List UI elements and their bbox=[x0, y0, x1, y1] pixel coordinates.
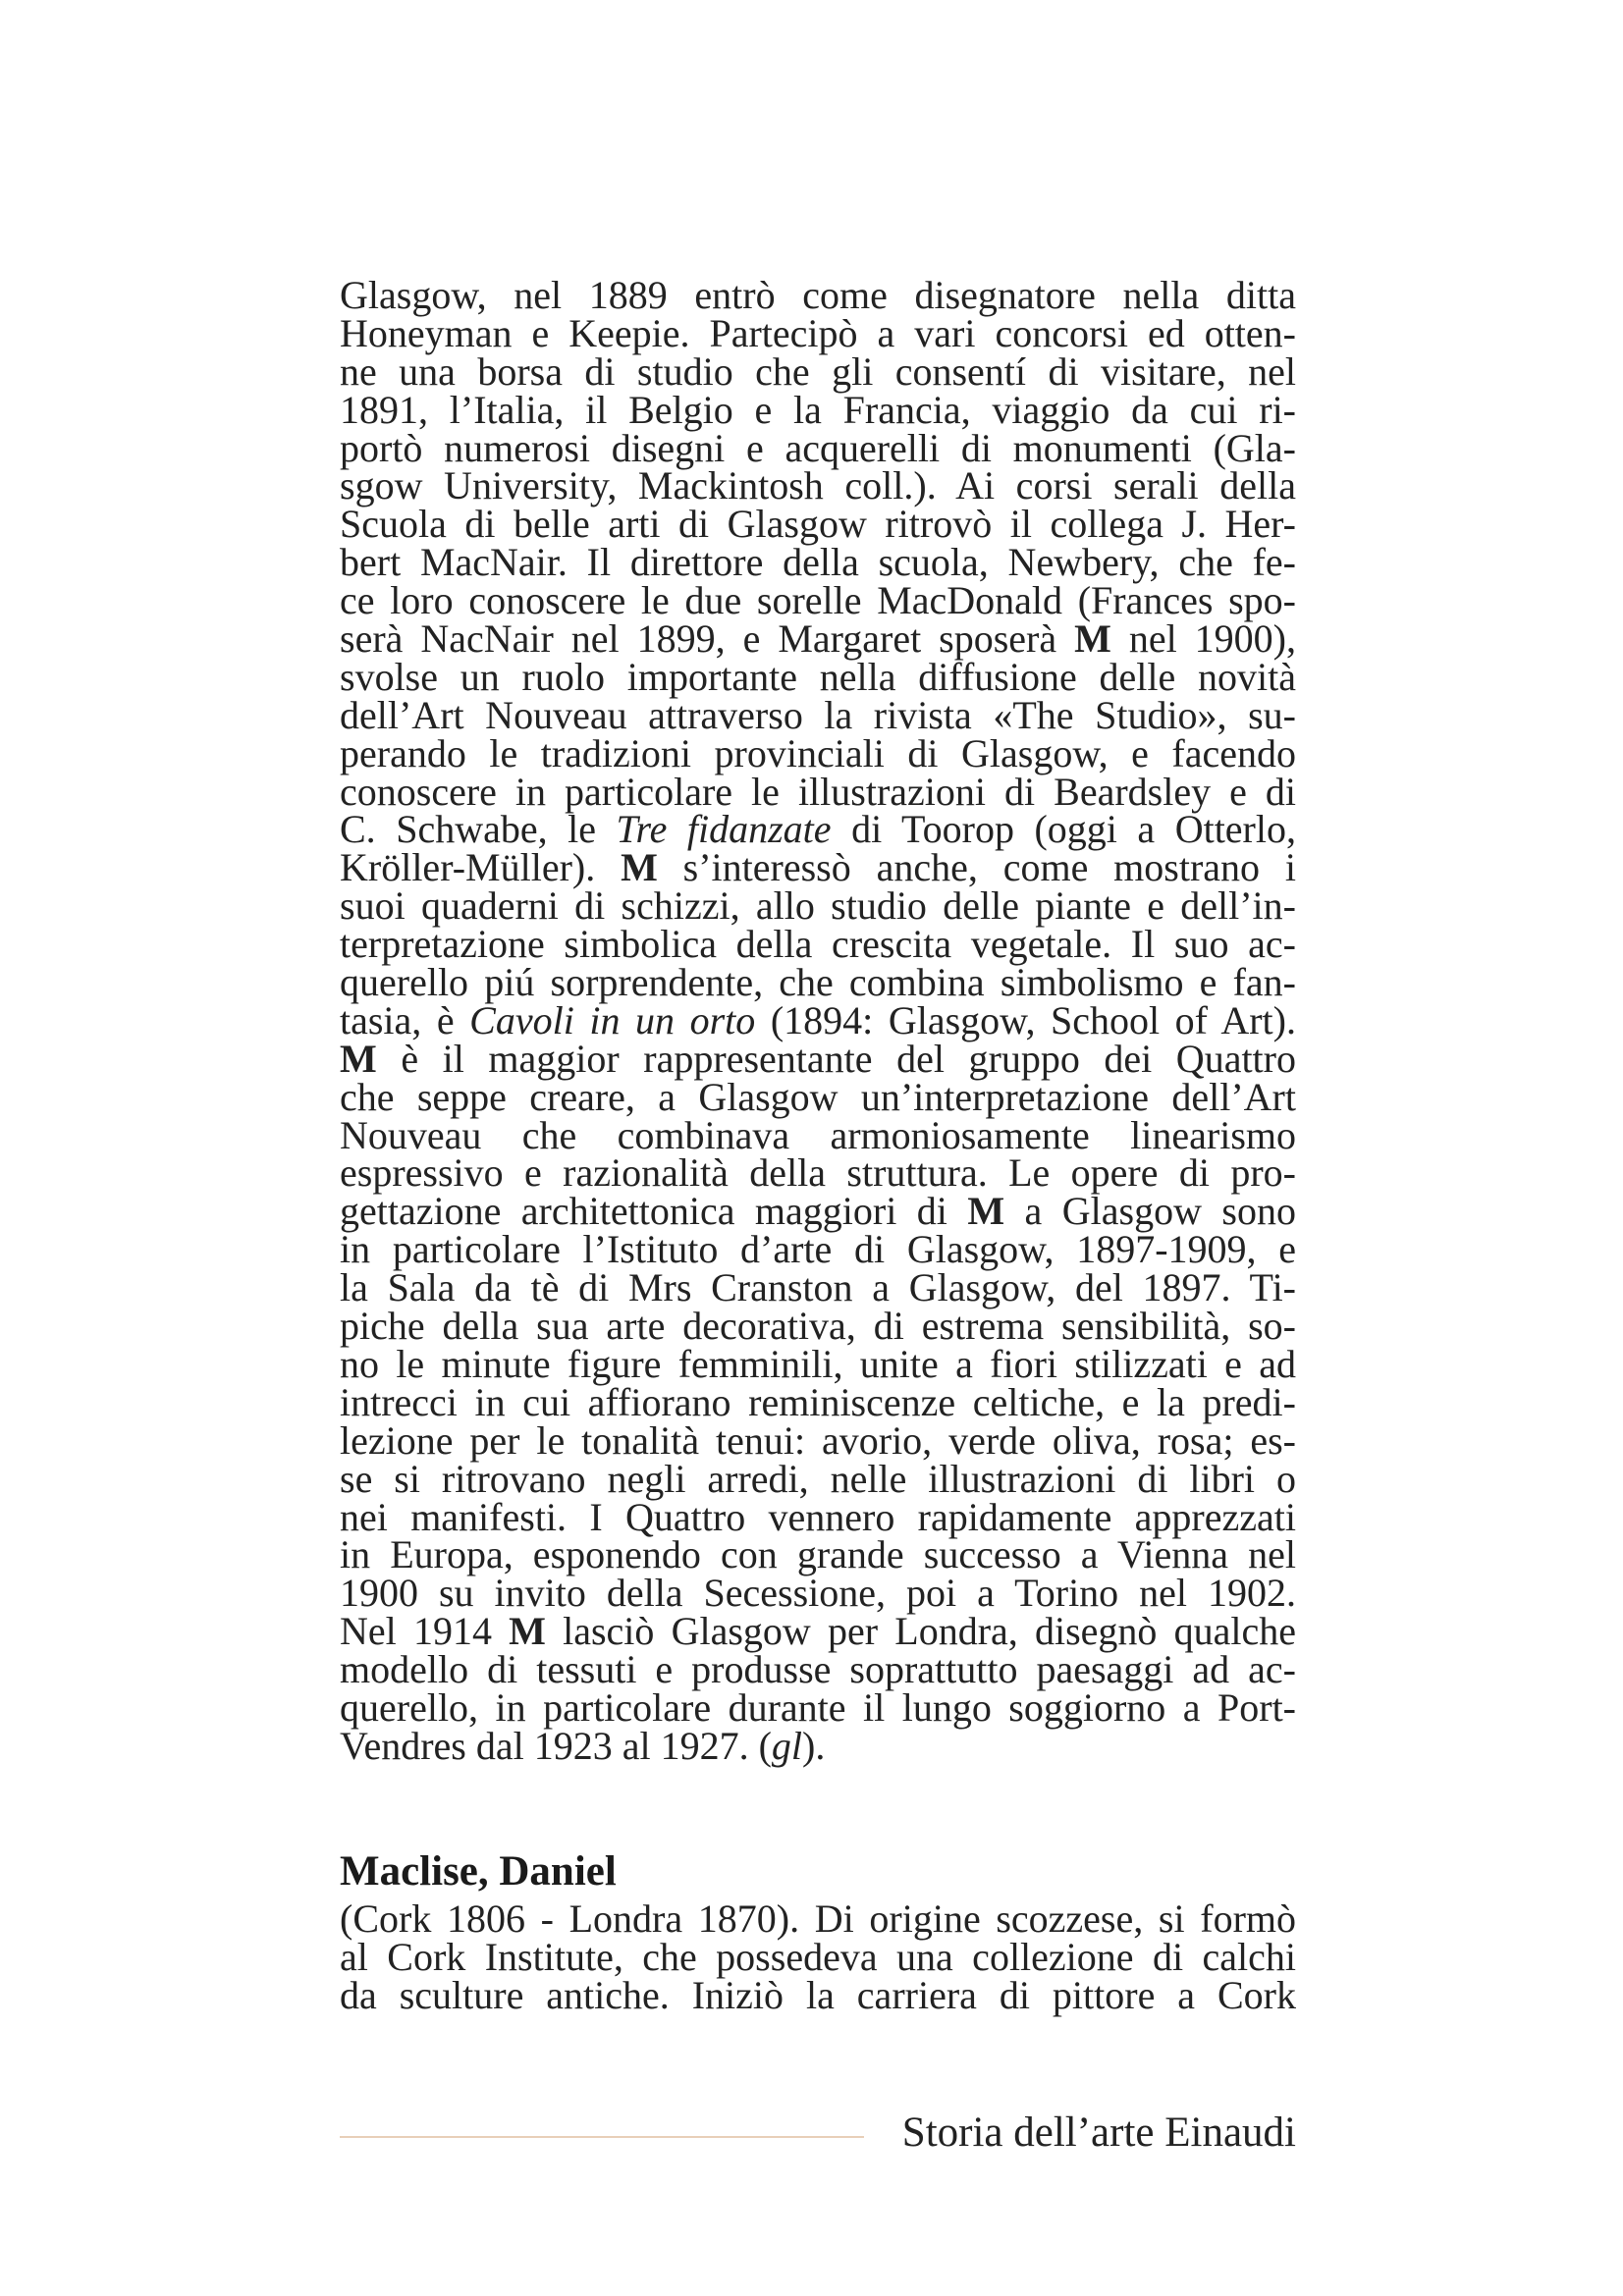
body-line: querello, in particolare durante il lungo soggiorno a Port- bbox=[340, 1684, 1296, 1730]
text-run: serà NacNair nel 1899, e Margaret sposerà bbox=[340, 616, 1075, 662]
body-line: intrecci in cui affiorano reminiscenze celtiche, e la predi- bbox=[340, 1379, 1296, 1424]
body-line bbox=[340, 1189, 1296, 1234]
body-line: Honeyman e Keepie. Partecipò a vari concorsi ed otten- bbox=[340, 310, 1296, 355]
body-line: Nouveau che combinava armoniosamente linearismo bbox=[340, 1112, 1296, 1157]
article-body bbox=[340, 273, 1297, 1768]
footer-title: Storia dell’arte Einaudi bbox=[901, 2109, 1296, 2156]
italic-title: gl bbox=[771, 1723, 803, 1768]
text-run: ). bbox=[802, 1723, 826, 1768]
body-line: in Europa, esponendo con grande successo a Vienna nel bbox=[340, 1532, 1296, 1577]
body-line bbox=[340, 616, 1297, 662]
body-line: lezione per le tonalità tenui: avorio, verde oliva, rosa; es- bbox=[340, 1417, 1296, 1463]
body-line: la Sala da tè di Mrs Cranston a Glasgow, del 1897. Ti- bbox=[340, 1265, 1296, 1310]
body-line: suoi quaderni di schizzi, allo studio delle piante e dell’in- bbox=[340, 883, 1296, 929]
text-run: (1894: Glasgow, School of Art). bbox=[755, 997, 1296, 1042]
entry-line: al Cork Institute, che possedeva una collezione di calchi bbox=[340, 1934, 1296, 1979]
entry-line: (Cork 1806 - Londra 1870). Di origine scozzese, si formò bbox=[340, 1896, 1296, 1941]
body-line bbox=[340, 1609, 1296, 1654]
body-line: terpretazione simbolica della crescita vegetale. Il suo ac- bbox=[340, 922, 1296, 967]
bold-abbrev: M bbox=[509, 1609, 546, 1654]
footer-rule bbox=[340, 2136, 864, 2138]
body-line: Scuola di belle arti di Glasgow ritrovò il collega J. Her- bbox=[340, 502, 1296, 547]
body-line: ce loro conoscere le due sorelle MacDonald (Frances spo- bbox=[340, 578, 1296, 623]
text-run: Nel 1914 bbox=[340, 1609, 510, 1654]
body-line: svolse un ruolo importante nella diffusione delle novità bbox=[340, 654, 1296, 699]
body-line: se si ritrovano negli arredi, nelle illustrazioni di libri o bbox=[340, 1456, 1296, 1501]
body-line: modello di tessuti e produsse soprattutto paesaggi ad ac- bbox=[340, 1647, 1296, 1692]
body-line: che seppe creare, a Glasgow un’interpretazione dell’Art bbox=[340, 1074, 1296, 1119]
entry-body bbox=[340, 1896, 1296, 2017]
text-run: è il maggior rappresentante del gruppo dei Quattro bbox=[376, 1036, 1296, 1081]
text-run: nel 1900), bbox=[1110, 616, 1297, 662]
entry-heading: Maclise, Daniel bbox=[340, 1848, 617, 1895]
italic-title: Cavoli in un orto bbox=[469, 997, 756, 1042]
body-line: nei manifesti. I Quattro vennero rapidamente apprezzati bbox=[340, 1494, 1296, 1539]
italic-title: Tre fidanzate bbox=[616, 807, 832, 852]
body-line: querello piú sorprendente, che combina simbolismo e fan- bbox=[340, 960, 1296, 1005]
body-line: perando le tradizioni provinciali di Glasgow, e facendo bbox=[340, 730, 1296, 775]
body-line bbox=[340, 997, 1296, 1042]
body-line: portò numerosi disegni e acquerelli di monumenti (Gla- bbox=[340, 425, 1296, 470]
body-line: conoscere in particolare le illustrazioni di Beardsley e di bbox=[340, 769, 1296, 814]
text-run: Kröller-Müller). bbox=[340, 845, 622, 890]
body-line: Glasgow, nel 1889 entrò come disegnatore nella ditta bbox=[340, 273, 1296, 317]
bold-abbrev: M bbox=[967, 1189, 1005, 1234]
body-line: no le minute figure femminili, unite a fiori stilizzati e ad bbox=[340, 1341, 1296, 1386]
body-line: sgow University, Mackintosh coll.). Ai corsi serali della bbox=[340, 463, 1296, 508]
body-line: espressivo e razionalità della struttura. Le opere di pro- bbox=[340, 1150, 1296, 1196]
entry-line: da sculture antiche. Iniziò la carriera di pittore a Cork bbox=[340, 1972, 1296, 2017]
body-line: piche della sua arte decorativa, di estrema sensibilità, so- bbox=[340, 1304, 1296, 1349]
text-run: a Glasgow sono bbox=[1004, 1189, 1296, 1234]
body-line: bert MacNair. Il direttore della scuola, Newbery, che fe- bbox=[340, 540, 1296, 585]
body-line bbox=[340, 1036, 1296, 1081]
body-line: ne una borsa di studio che gli consentí di visitare, nel bbox=[340, 348, 1296, 394]
body-line: dell’Art Nouveau attraverso la rivista «The Studio», su- bbox=[340, 692, 1296, 737]
bold-abbrev: M bbox=[340, 1036, 377, 1081]
text-run: s’interessò anche, come mostrano i bbox=[657, 845, 1296, 890]
body-line bbox=[340, 845, 1296, 890]
text-run: tasia, è bbox=[340, 997, 470, 1042]
text-run: C. Schwabe, le bbox=[340, 807, 617, 852]
text-run: gettazione architettonica maggiori di bbox=[340, 1189, 968, 1234]
bold-abbrev: M bbox=[1074, 616, 1111, 662]
body-line bbox=[340, 1723, 1296, 1768]
text-run: di Toorop (oggi a Otterlo, bbox=[831, 807, 1296, 852]
body-line: 1891, l’Italia, il Belgio e la Francia, viaggio da cui ri- bbox=[340, 387, 1296, 432]
body-line: in particolare l’Istituto d’arte di Glasgow, 1897-1909, e bbox=[340, 1227, 1296, 1272]
body-line bbox=[340, 807, 1296, 852]
text-run: lasciò Glasgow per Londra, disegnò qualche bbox=[545, 1609, 1296, 1654]
body-line: 1900 su invito della Secessione, poi a Torino nel 1902. bbox=[340, 1571, 1296, 1616]
text-run: Vendres dal 1923 al 1927. ( bbox=[340, 1723, 772, 1768]
bold-abbrev: M bbox=[621, 845, 658, 890]
